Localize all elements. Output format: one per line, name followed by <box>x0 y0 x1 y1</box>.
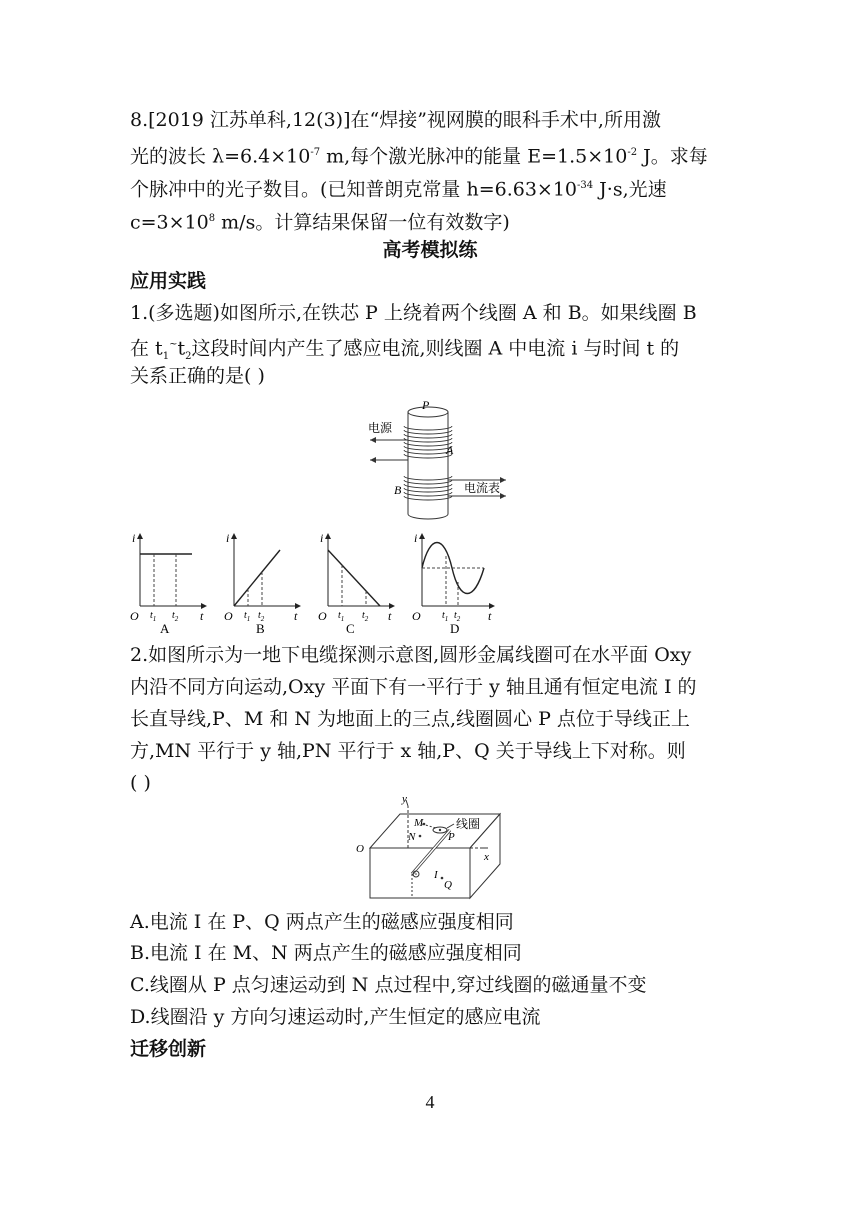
q2-line-2: 内沿不同方向运动,Oxy 平面下有一平行于 y 轴且通有恒定电流 I 的 <box>130 676 697 698</box>
svg-text:O: O <box>224 609 233 623</box>
q2-line-5: ( ) <box>130 772 151 794</box>
q8-line-1: 8.[2019 江苏单科,12(3)]在“焊接”视网膜的眼科手术中,所用激 <box>130 109 661 131</box>
q1-line-2: 在 $t_1^\sim t_2$这段时间内产生了感应电流,则线圈 A 中电流 i 与时间 t 的 <box>130 337 680 363</box>
svg-text:Q: Q <box>444 879 452 891</box>
svg-text:O: O <box>130 609 139 623</box>
svg-text:t1: $t_1$ <box>244 610 251 623</box>
graph-d <box>412 531 494 636</box>
svg-text:t2: $t_2$ <box>258 610 265 623</box>
svg-text:t1: $t_1$ <box>442 610 449 623</box>
svg-text:t: t <box>488 609 492 623</box>
svg-text:t: t <box>200 609 204 623</box>
svg-text:t1: $t_1$ <box>150 610 157 623</box>
coil-core-figure <box>360 400 520 520</box>
subsection-transfer-innovation: 迁移创新 <box>130 1038 207 1060</box>
q2-line-4: 方,MN 平行于 y 轴,PN 平行于 x 轴,P、Q 关于导线上下对称。则 <box>130 740 686 762</box>
svg-text:x: x <box>484 851 489 863</box>
q8-line-2: 光的波长 $\lambda=6.4\times 10^{-7}$ m,每个激光脉冲的能量 $E=1.5\times 10^{-2}$ J。求每 <box>130 145 708 168</box>
svg-text:t: t <box>388 609 392 623</box>
svg-text:y: y <box>402 794 407 805</box>
svg-text:O: O <box>356 843 364 855</box>
svg-text:t: t <box>294 609 298 623</box>
q1-line-3: 关系正确的是( ) <box>130 365 265 387</box>
page-number: 4 <box>425 1092 435 1112</box>
q2-option-b: B.电流 I 在 M、N 两点产生的磁感应强度相同 <box>130 942 522 964</box>
graph-b-label: B <box>256 621 265 636</box>
svg-text:i: i <box>320 531 324 545</box>
svg-text:M: M <box>414 817 424 829</box>
q2-line-3: 长直导线,P、M 和 N 为地面上的三点,线圈圆心 P 点位于导线正上 <box>130 708 690 730</box>
cable-detection-figure <box>350 794 510 902</box>
graph-d-label: D <box>450 621 460 636</box>
svg-text:t2: $t_2$ <box>362 610 369 623</box>
q2-option-d: D.线圈沿 y 方向匀速运动时,产生恒定的感应电流 <box>130 1006 541 1028</box>
svg-text:O: O <box>318 609 327 623</box>
q8-line-4: $c=3\times 10^8$ m/s。计算结果保留一位有效数字) <box>130 211 510 234</box>
meter-label: 电流表 <box>464 481 501 495</box>
current-time-graphs <box>128 526 508 636</box>
svg-text:i: i <box>414 531 418 545</box>
svg-text:i: i <box>226 531 230 545</box>
q2-option-c: C.线圈从 P 点匀速运动到 N 点过程中,穿过线圈的磁通量不变 <box>130 974 647 996</box>
graph-c <box>318 531 394 636</box>
svg-text:t2: $t_2$ <box>172 610 179 623</box>
svg-text:i: i <box>132 531 136 545</box>
graph-b <box>224 531 300 636</box>
svg-text:P: P <box>448 831 455 843</box>
q2-line-1: 2.如图所示为一地下电缆探测示意图,圆形金属线圈可在水平面 Oxy <box>130 644 692 666</box>
svg-text:N: N <box>408 831 416 843</box>
graph-c-label: C <box>346 621 355 636</box>
svg-text:O: O <box>412 609 421 623</box>
core-label: P <box>422 400 430 412</box>
source-label: 电源 <box>368 421 393 435</box>
coil-b-label: B <box>394 483 402 497</box>
svg-text:线圈: 线圈 <box>456 817 481 831</box>
coil-a-label: A <box>446 443 454 457</box>
graph-a-label: A <box>160 621 170 636</box>
q1-line-1: 1.(多选题)如图所示,在铁芯 P 上绕着两个线圈 A 和 B。如果线圈 B <box>130 302 697 324</box>
subsection-applied-practice: 应用实践 <box>130 270 207 292</box>
svg-text:I: I <box>434 869 438 881</box>
graph-a <box>130 531 206 636</box>
q2-option-a: A.电流 I 在 P、Q 两点产生的磁感应强度相同 <box>130 911 514 933</box>
svg-text:t1: $t_1$ <box>338 610 345 623</box>
svg-text:t2: $t_2$ <box>454 610 461 623</box>
section-title: 高考模拟练 <box>382 239 478 261</box>
q8-line-3: 个脉冲中的光子数目。(已知普朗克常量 $h=6.63\times 10^{-34}$ J·s,光速 <box>130 178 667 201</box>
